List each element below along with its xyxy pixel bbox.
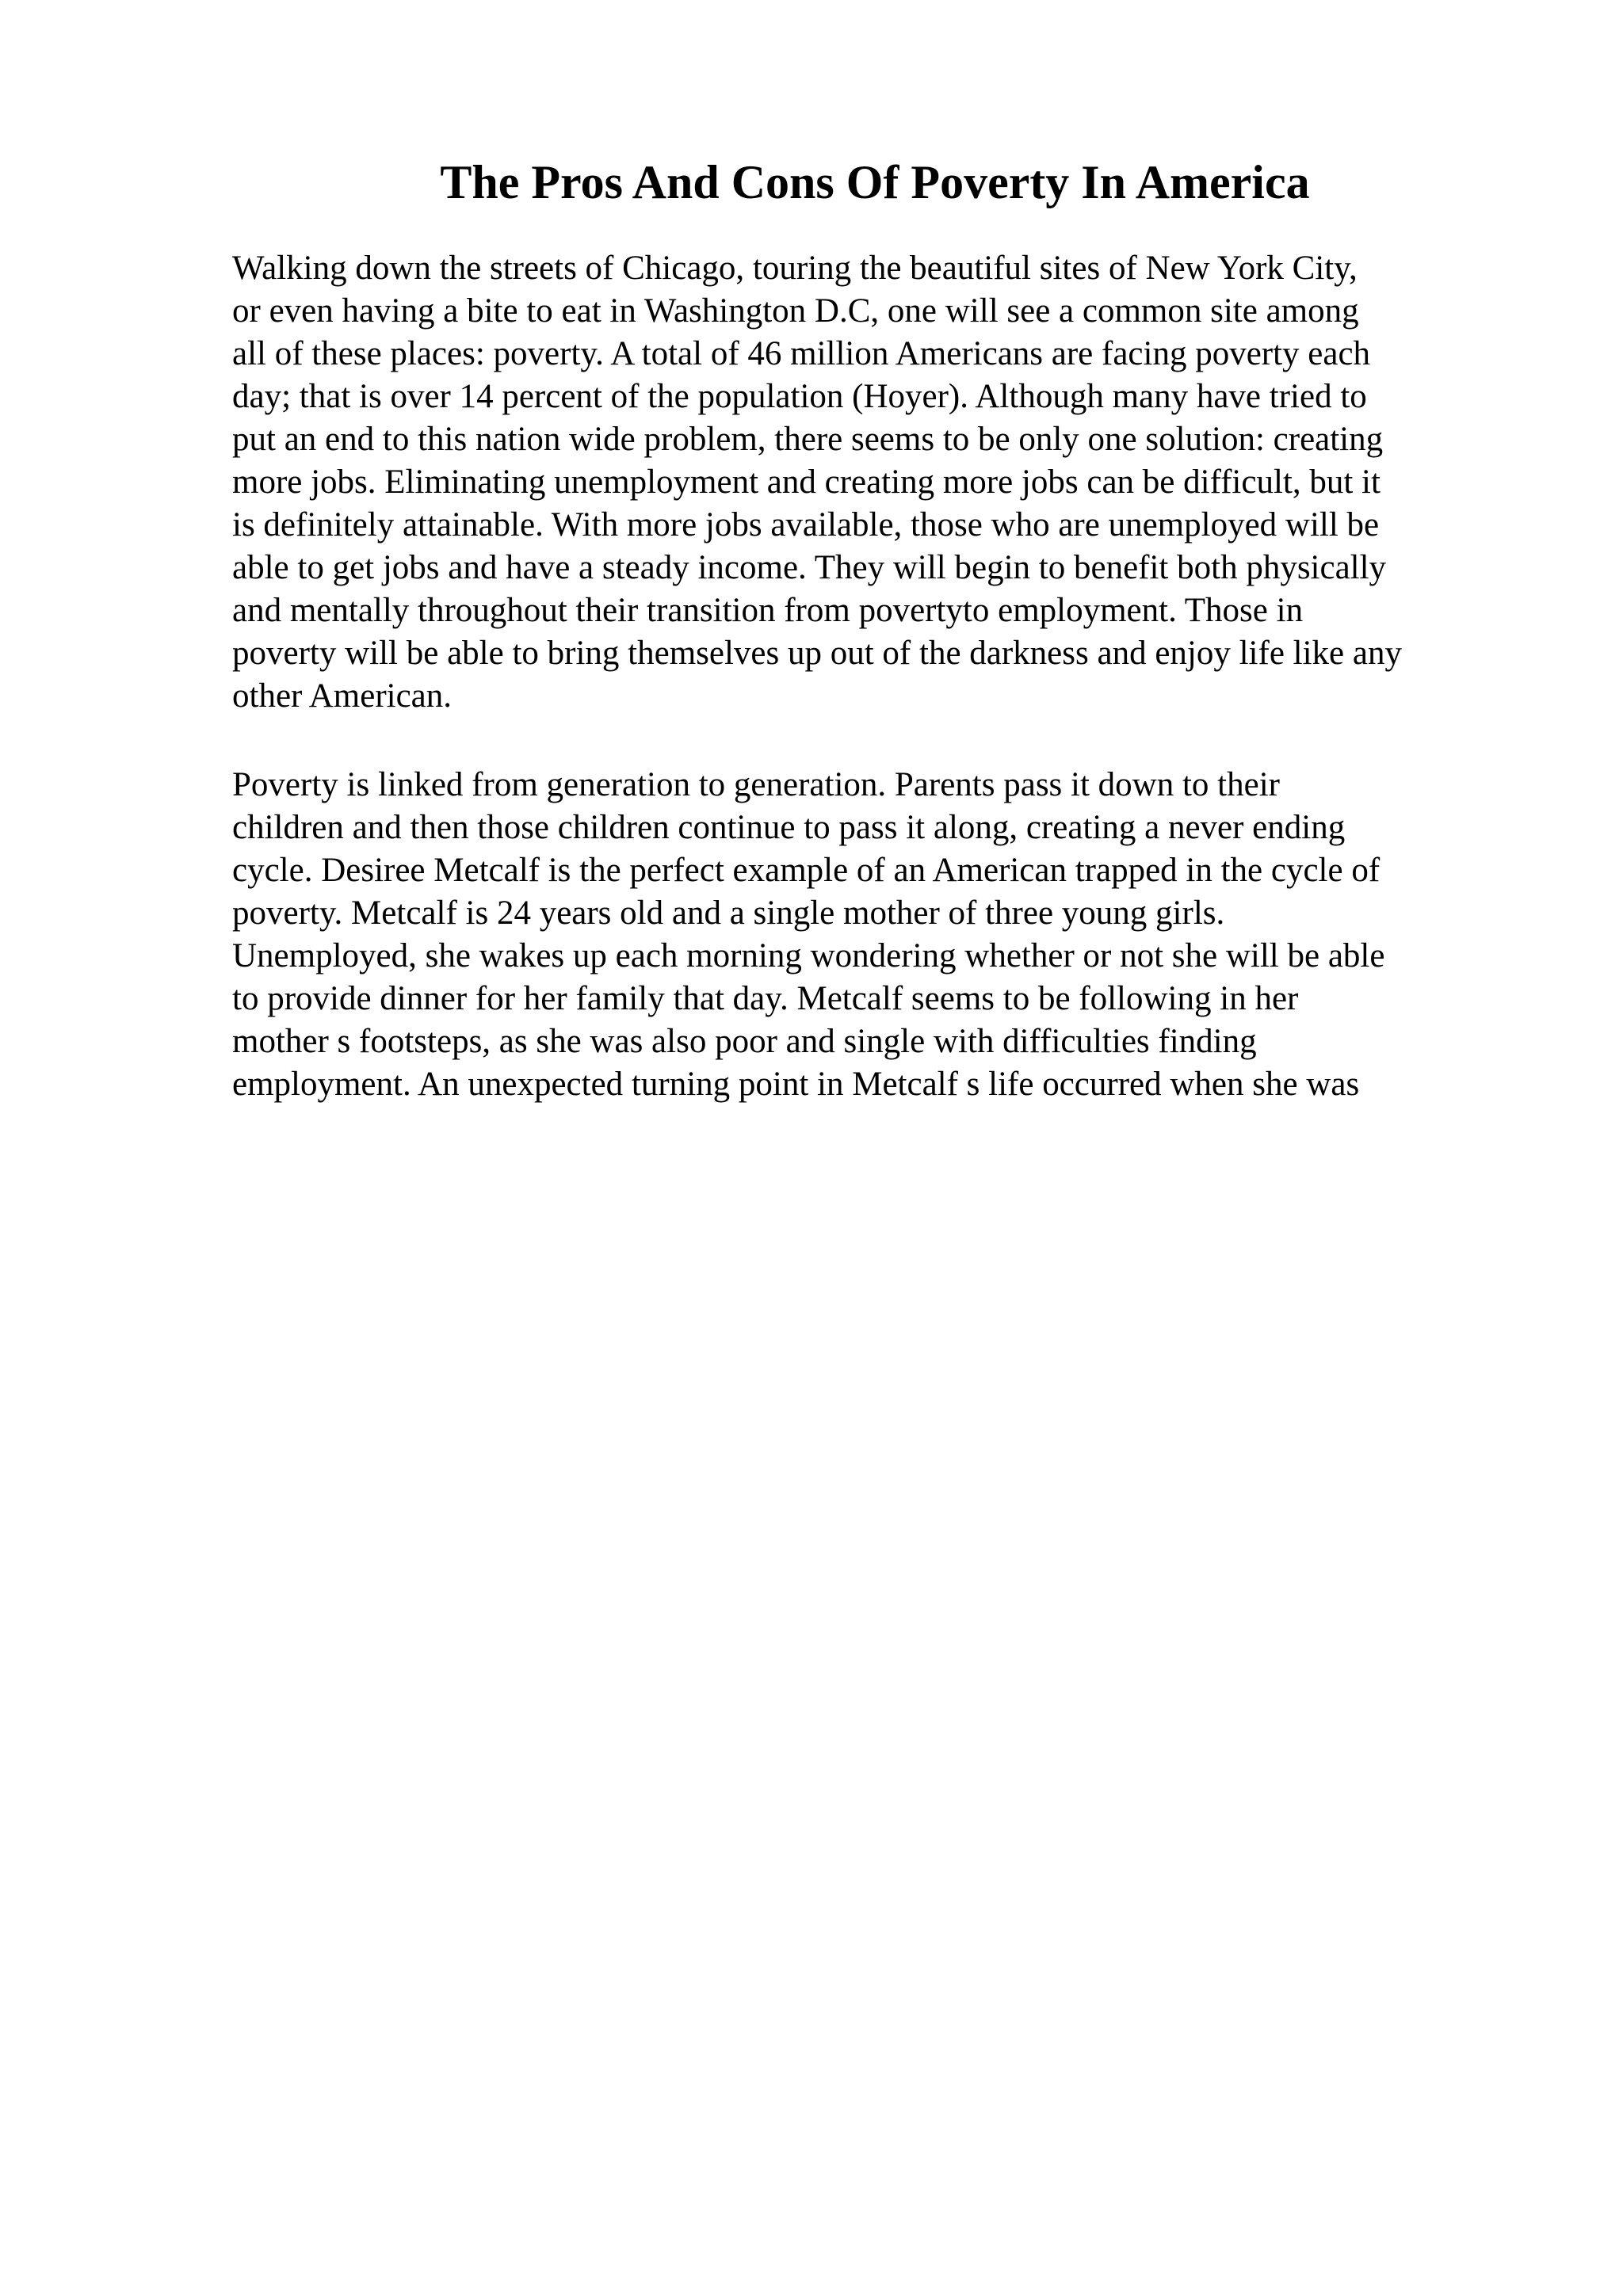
text-line: more jobs. Eliminating unemployment and creating more jobs can be difficult, but it bbox=[232, 463, 1381, 501]
text-line: day; that is over 14 percent of the population (Hoyer). Although many have tried to bbox=[232, 378, 1367, 415]
text-line: cycle. Desiree Metcalf is the perfect example of an American trapped in the cycle of bbox=[232, 852, 1381, 889]
text-line: all of these places: poverty. A total of 46 million Americans are facing poverty each bbox=[232, 335, 1371, 372]
text-line: is definitely attainable. With more jobs available, those who are unemployed will be bbox=[232, 506, 1380, 543]
paragraph-1 bbox=[232, 247, 1516, 718]
text-line: able to get jobs and have a steady income. They will begin to benefit both physically bbox=[232, 549, 1387, 586]
text-line: put an end to this nation wide problem, there seems to be only one solution: creating bbox=[232, 421, 1384, 458]
paragraph-2 bbox=[232, 764, 1516, 1106]
text-line: Walking down the streets of Chicago, touring the beautiful sites of New York City, bbox=[232, 250, 1358, 287]
text-line: poverty will be able to bring themselves up out of the darkness and enjoy life like any bbox=[232, 635, 1402, 672]
text-line: children and then those children continue to pass it along, creating a never ending bbox=[232, 809, 1346, 846]
text-line: and mentally throughout their transition from povertyto employment. Those in bbox=[232, 592, 1304, 629]
text-line: other American. bbox=[232, 677, 453, 715]
page-title: The Pros And Cons Of Poverty In America bbox=[440, 156, 1310, 208]
text-line: or even having a bite to eat in Washington D.C, one will see a common site among bbox=[232, 292, 1359, 330]
text-line: to provide dinner for her family that day. Metcalf seems to be following in her bbox=[232, 980, 1299, 1017]
text-line: poverty. Metcalf is 24 years old and a single mother of three young girls. bbox=[232, 894, 1225, 932]
text-line: Unemployed, she wakes up each morning wondering whether or not she will be able bbox=[232, 937, 1385, 974]
text-line: employment. An unexpected turning point in Metcalf s life occurred when she was bbox=[232, 1066, 1360, 1103]
text-line: mother s footsteps, as she was also poor and single with difficulties finding bbox=[232, 1023, 1257, 1060]
text-line: Poverty is linked from generation to generation. Parents pass it down to their bbox=[232, 766, 1280, 803]
